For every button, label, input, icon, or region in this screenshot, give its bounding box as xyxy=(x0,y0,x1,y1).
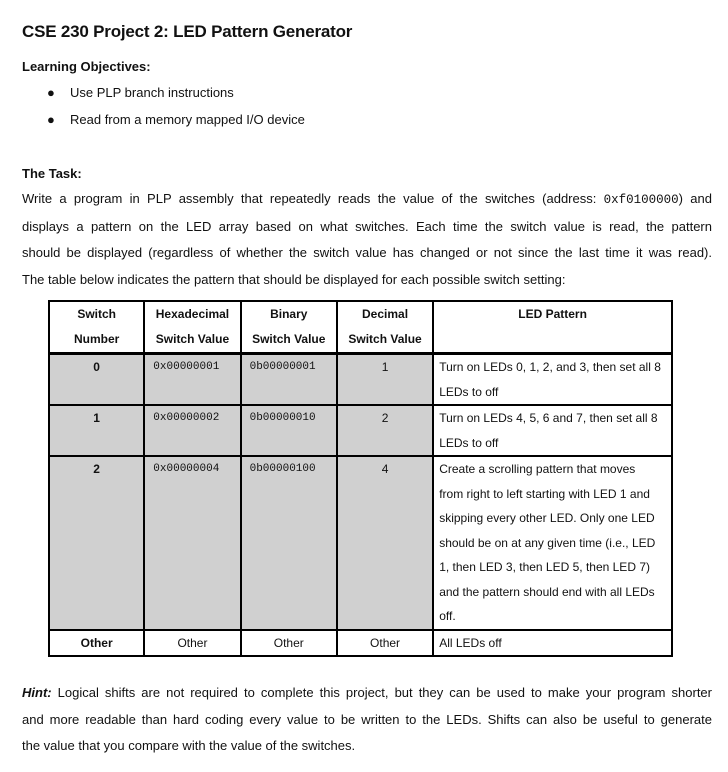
table-row xyxy=(49,630,672,657)
task-heading: The Task: xyxy=(22,166,82,181)
led-pattern-cell: Create a scrolling pattern that moves from right to left starting with LED 1 and skipping every other LED. Only one LED should be on at any given time (i.e., LED 1, then LED 3, then LED 5, then LED 7) and the pattern should end with all LEDs off. xyxy=(433,456,672,630)
led-pattern-cell: Turn on LEDs 0, 1, 2, and 3, then set all 8 LEDs to off xyxy=(433,354,672,406)
task-text: Write a program in PLP assembly that repeatedly reads the value of the switches (address: xyxy=(22,191,604,206)
hint-line xyxy=(22,680,712,707)
switch-number-cell: 0 xyxy=(49,354,144,406)
decimal-value-cell: 2 xyxy=(337,405,433,456)
document-title: CSE 230 Project 2: LED Pattern Generator xyxy=(22,22,353,41)
table-row xyxy=(49,354,672,406)
task-line: should be displayed (regardless of whether the switch value has changed or not since the last time it was read). xyxy=(22,245,712,260)
binary-value-cell: 0b00000100 xyxy=(241,456,337,630)
objective-text: Read from a memory mapped I/O device xyxy=(70,112,305,127)
hint-text: Logical shifts are not required to complete this project, but they can be used to make your program shorter xyxy=(51,685,712,700)
task-text: ) and xyxy=(678,191,712,206)
header-binary-value: Binary Switch Value xyxy=(241,301,337,354)
header-hex-value: Hexadecimal Switch Value xyxy=(144,301,240,354)
table-row xyxy=(49,456,672,630)
hex-value-cell: 0x00000001 xyxy=(144,354,240,406)
decimal-value-cell: 4 xyxy=(337,456,433,630)
switch-number-cell: 1 xyxy=(49,405,144,456)
task-paragraph xyxy=(22,186,712,293)
hex-value-cell: 0x00000004 xyxy=(144,456,240,630)
objectives-heading: Learning Objectives: xyxy=(22,59,151,74)
decimal-value-cell: 1 xyxy=(337,354,433,406)
objective-item xyxy=(47,112,305,127)
led-pattern-cell: Turn on LEDs 4, 5, 6 and 7, then set all 8 LEDs to off xyxy=(433,405,672,456)
table-header-row xyxy=(49,301,672,354)
hex-value-cell: Other xyxy=(144,630,240,657)
switch-number-cell: Other xyxy=(49,630,144,657)
hint-label: Hint: xyxy=(22,685,52,700)
hint-line: the value that you compare with the value of the switches. xyxy=(22,738,356,753)
pattern-table xyxy=(48,300,673,657)
header-decimal-value: Decimal Switch Value xyxy=(337,301,433,354)
binary-value-cell: 0b00000001 xyxy=(241,354,337,406)
task-line: The table below indicates the pattern that should be displayed for each possible switch setting: xyxy=(22,271,566,287)
task-line: displays a pattern on the LED array based on what switches. Each time the switch value is read, the pattern xyxy=(22,218,712,234)
decimal-value-cell: Other xyxy=(337,630,433,657)
binary-value-cell: 0b00000010 xyxy=(241,405,337,456)
bullet-icon: ● xyxy=(47,85,55,100)
led-pattern-cell: All LEDs off xyxy=(433,630,672,657)
switch-address: 0xf0100000 xyxy=(603,193,679,207)
objective-item xyxy=(47,85,234,100)
task-line xyxy=(22,186,712,214)
hint-paragraph xyxy=(22,680,712,760)
header-switch-number: Switch Number xyxy=(49,301,144,354)
table-row xyxy=(49,405,672,456)
switch-number-cell: 2 xyxy=(49,456,144,630)
binary-value-cell: Other xyxy=(241,630,337,657)
hint-line: and more readable than hard coding every value to be written to the LEDs. Shifts can also be useful to generate xyxy=(22,711,712,727)
hex-value-cell: 0x00000002 xyxy=(144,405,240,456)
objective-text: Use PLP branch instructions xyxy=(70,85,234,100)
header-led-pattern: LED Pattern xyxy=(433,301,672,354)
bullet-icon: ● xyxy=(47,112,55,127)
